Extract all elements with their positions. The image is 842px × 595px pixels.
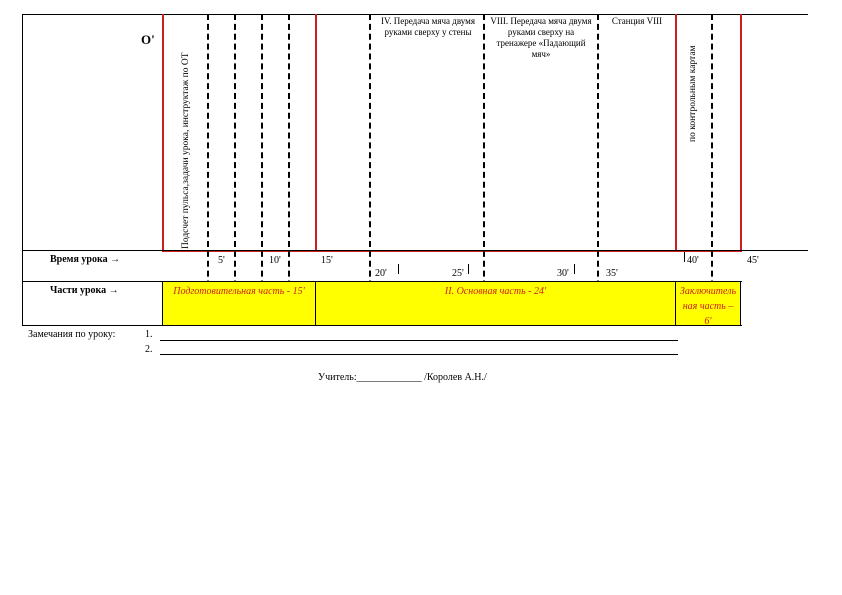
time-tick — [574, 264, 575, 274]
station-8-label: VIII. Передача мяча двумя руками сверху на тренажере «Падающий мяч» — [490, 16, 592, 59]
remarks-line-2[interactable] — [160, 354, 678, 355]
prep-part-label: Подготовительная часть - 15' — [173, 286, 305, 297]
time-mark-25: 25' — [452, 268, 464, 279]
parts-divider — [675, 281, 676, 326]
dashed-divider — [369, 14, 371, 326]
time-mark-35: 35' — [606, 268, 618, 279]
dashed-divider — [261, 14, 263, 326]
main-part-label: II. Основная часть - 24' — [444, 286, 547, 297]
time-mark-10: 10' — [269, 255, 281, 266]
station-control-vertical-text: по контрольным картам — [688, 45, 698, 142]
station-area-left-border — [162, 14, 164, 252]
remarks-item-1: 1. — [145, 329, 153, 340]
time-tick — [398, 264, 399, 274]
station-8b-label: Станция VIII — [611, 16, 663, 26]
grid-top-border — [22, 14, 808, 15]
time-mark-45: 45' — [747, 255, 759, 266]
time-mark-20: 20' — [375, 268, 387, 279]
time-mark-5: 5' — [218, 255, 225, 266]
parts-row-bottom-line — [22, 325, 742, 326]
parts-divider — [740, 281, 741, 326]
final-part-label: Заключительная часть – 6' — [679, 286, 737, 327]
time-mark-15: 15' — [321, 255, 333, 266]
dashed-divider — [483, 14, 485, 326]
time-mark-40: 40' — [687, 255, 699, 266]
main-part-left-border — [315, 14, 317, 252]
grid-left-border — [22, 14, 23, 326]
dashed-divider — [234, 14, 236, 326]
time-tick — [468, 264, 469, 274]
dashed-divider — [288, 14, 290, 326]
time-row-top-line — [22, 250, 808, 251]
time-tick — [684, 252, 685, 262]
corner-label: O' — [141, 32, 155, 47]
remarks-line-1[interactable] — [160, 340, 678, 341]
dashed-divider — [207, 14, 209, 326]
station-4-label: IV. Передача мяча двумя руками сверху у стены — [380, 16, 476, 37]
time-row-label: Время урока → — [50, 254, 121, 265]
remarks-item-2: 2. — [145, 344, 153, 355]
dashed-divider — [597, 14, 599, 326]
station-area-right-border — [740, 14, 742, 252]
teacher-signature: Учитель:_____________ /Королев А.Н./ — [318, 372, 487, 383]
final-part-left-border — [675, 14, 677, 252]
parts-row-label: Части урока → — [50, 285, 119, 296]
station-intro-vertical-text: Подсчет пульса,задачи урока, инструктаж по ОТ — [181, 52, 191, 249]
parts-divider — [162, 281, 163, 326]
dashed-divider — [711, 14, 713, 326]
remarks-label: Замечания по уроку: — [28, 329, 116, 340]
time-mark-30: 30' — [557, 268, 569, 279]
